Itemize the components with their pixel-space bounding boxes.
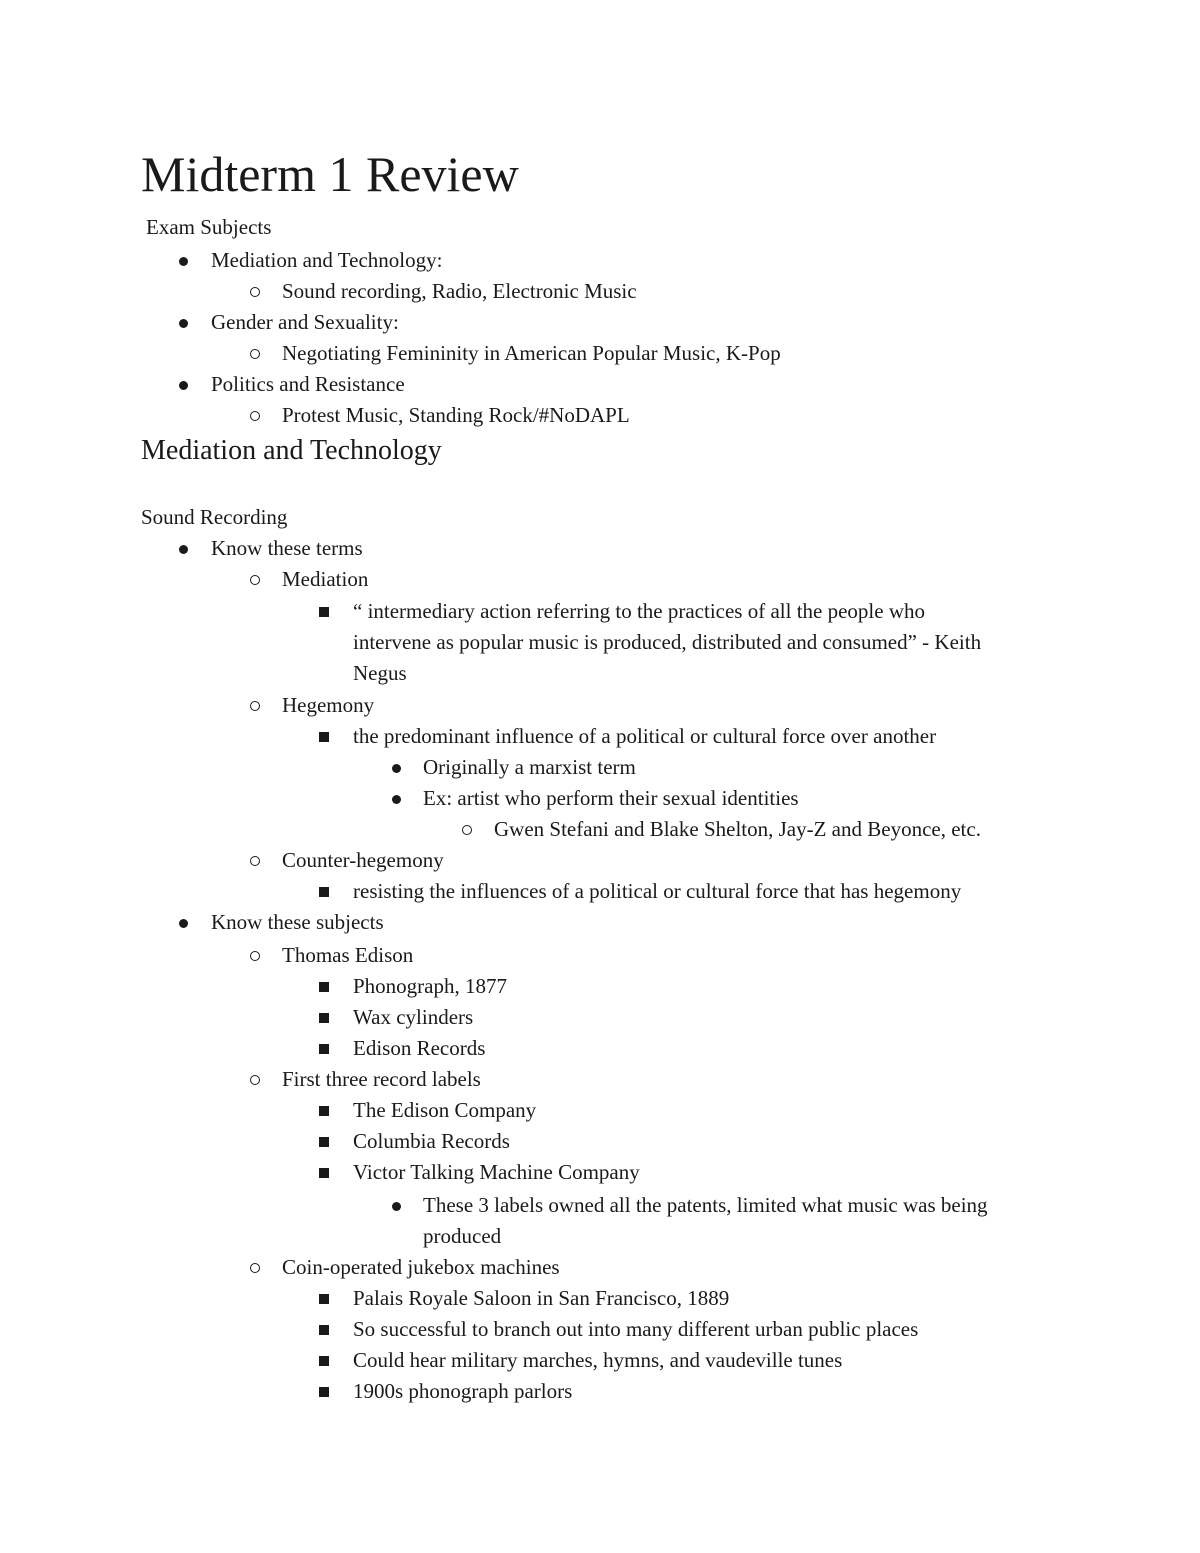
- bullet-square-icon: [319, 1345, 329, 1366]
- hegemony-definition: the predominant influence of a political or cultural force over another: [353, 724, 937, 748]
- bullet-square-icon: [319, 971, 329, 992]
- jukebox-item: Could hear military marches, hymns, and vaudeville tunes: [353, 1348, 843, 1372]
- bullet-square-icon: [319, 876, 329, 897]
- record-label-item: The Edison Company: [353, 1098, 537, 1122]
- terms-label: Know these terms: [211, 536, 363, 560]
- hegemony-note: Ex: artist who perform their sexual identities: [423, 786, 799, 810]
- counter-hegemony-definition: resisting the influences of a political or cultural force that has hegemony: [353, 879, 962, 903]
- term-counter-hegemony: Counter-hegemony: [282, 848, 444, 872]
- subject-subitem: Sound recording, Radio, Electronic Music: [282, 279, 637, 303]
- bullet-dot-icon: [179, 907, 188, 928]
- term-hegemony: Hegemony: [282, 693, 375, 717]
- bullet-dot-icon: [179, 245, 188, 266]
- hegemony-note: Originally a marxist term: [423, 755, 636, 779]
- bullet-dot-icon: [392, 752, 401, 773]
- bullet-circle-icon: [250, 940, 260, 961]
- subject-subitem: Negotiating Femininity in American Popular Music, K-Pop: [282, 341, 781, 365]
- bullet-circle-icon: [250, 1064, 260, 1085]
- record-label-item: Victor Talking Machine Company: [353, 1160, 640, 1184]
- jukebox-item: Palais Royale Saloon in San Francisco, 1889: [353, 1286, 730, 1310]
- mediation-definition: intervene as popular music is produced, distributed and consumed” - Keith: [353, 630, 982, 654]
- subject-thomas-edison: Thomas Edison: [282, 943, 414, 967]
- bullet-circle-icon: [462, 814, 472, 835]
- bullet-square-icon: [319, 1314, 329, 1335]
- exam-subjects-label: Exam Subjects: [146, 215, 272, 239]
- jukebox-item: So successful to branch out into many different urban public places: [353, 1317, 919, 1341]
- subject-jukebox: Coin-operated jukebox machines: [282, 1255, 560, 1279]
- bullet-circle-icon: [250, 276, 260, 297]
- term-mediation: Mediation: [282, 567, 369, 591]
- record-labels-note: These 3 labels owned all the patents, limited what music was being: [423, 1193, 988, 1217]
- subject-item: Mediation and Technology:: [211, 248, 443, 272]
- bullet-square-icon: [319, 1376, 329, 1397]
- mediation-definition: Negus: [353, 661, 407, 685]
- bullet-dot-icon: [392, 1190, 401, 1211]
- record-labels-note: produced: [423, 1224, 502, 1248]
- bullet-square-icon: [319, 721, 329, 742]
- bullet-dot-icon: [392, 783, 401, 804]
- jukebox-item: 1900s phonograph parlors: [353, 1379, 573, 1403]
- section-heading: Mediation and Technology: [141, 435, 442, 466]
- bullet-dot-icon: [179, 533, 188, 554]
- hegemony-examples: Gwen Stefani and Blake Shelton, Jay-Z and Beyonce, etc.: [494, 817, 981, 841]
- subject-item: Gender and Sexuality:: [211, 310, 399, 334]
- subject-subitem: Protest Music, Standing Rock/#NoDAPL: [282, 403, 630, 427]
- subject-record-labels: First three record labels: [282, 1067, 481, 1091]
- record-label-item: Columbia Records: [353, 1129, 510, 1153]
- edison-item: Wax cylinders: [353, 1005, 474, 1029]
- bullet-square-icon: [319, 1095, 329, 1116]
- bullet-circle-icon: [250, 690, 260, 711]
- edison-item: Edison Records: [353, 1036, 486, 1060]
- bullet-square-icon: [319, 1283, 329, 1304]
- sound-recording-label: Sound Recording: [141, 505, 288, 529]
- mediation-definition: “ intermediary action referring to the practices of all the people who: [353, 599, 926, 623]
- page-title: Midterm 1 Review: [141, 146, 519, 202]
- bullet-square-icon: [319, 1033, 329, 1054]
- subject-item: Politics and Resistance: [211, 372, 405, 396]
- bullet-dot-icon: [179, 307, 188, 328]
- bullet-square-icon: [319, 1157, 329, 1178]
- bullet-square-icon: [319, 1126, 329, 1147]
- bullet-dot-icon: [179, 369, 188, 390]
- subjects-label: Know these subjects: [211, 910, 384, 934]
- bullet-circle-icon: [250, 845, 260, 866]
- bullet-circle-icon: [250, 1252, 260, 1273]
- edison-item: Phonograph, 1877: [353, 974, 507, 998]
- bullet-square-icon: [319, 1002, 329, 1023]
- bullet-square-icon: [319, 596, 329, 617]
- bullet-circle-icon: [250, 338, 260, 359]
- bullet-circle-icon: [250, 564, 260, 585]
- bullet-circle-icon: [250, 400, 260, 421]
